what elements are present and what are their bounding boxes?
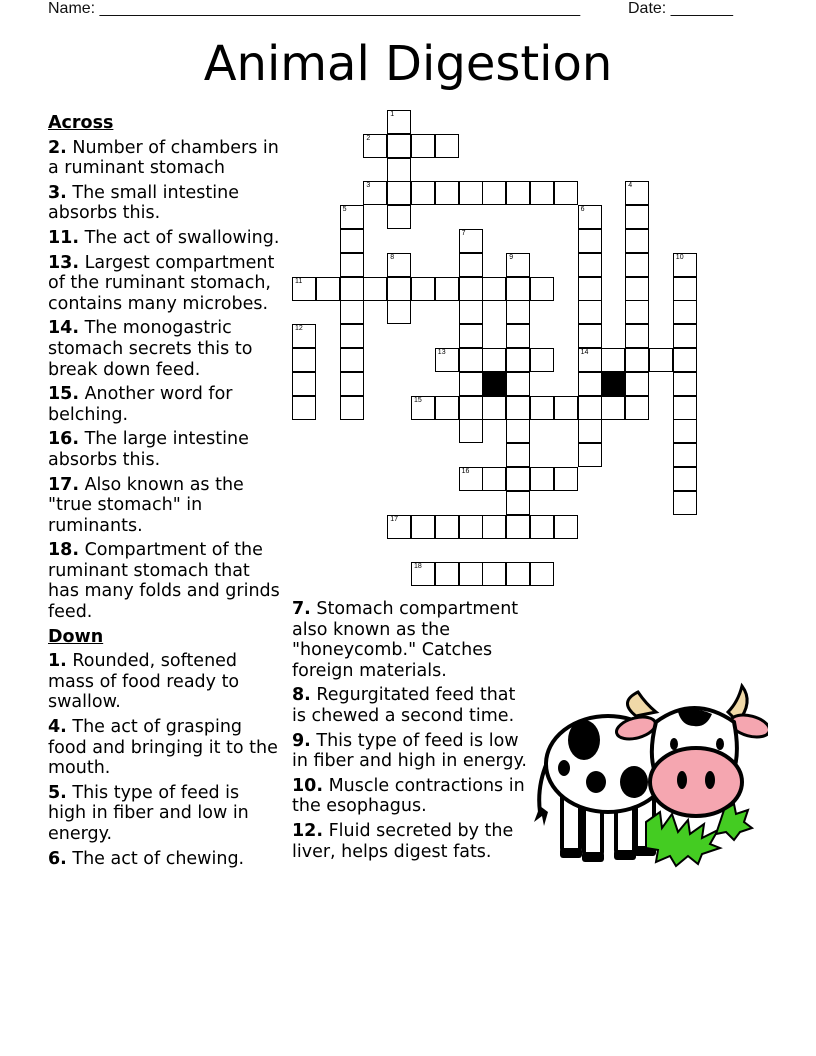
clue-down-col2-12 [292,821,532,862]
grid-cell[interactable] [482,515,506,539]
grid-cell[interactable] [673,324,697,348]
grid-cell[interactable] [482,277,506,301]
clue-down-col2-8 [292,685,532,726]
grid-cell-number: 1 [390,111,395,118]
clue-number: 17. [48,474,80,495]
clue-text: The act of chewing. [66,848,245,869]
grid-cell[interactable] [435,515,459,539]
clue-number: 4. [48,717,67,738]
grid-cell[interactable] [340,253,364,277]
grid-cell-number: 16 [461,468,470,475]
clue-number: 5. [48,782,67,803]
clue-text: The act of grasping food and bringing it to the mouth. [48,717,278,779]
grid-cell[interactable] [625,372,649,396]
grid-cell[interactable] [578,348,602,372]
grid-cell[interactable] [673,277,697,301]
grid-cell[interactable] [506,443,530,467]
grid-cell-number: 12 [295,325,303,333]
clue-number: 12. [292,820,324,841]
grid-cell[interactable] [482,181,506,205]
clue-number: 3. [48,182,67,203]
clue-number: 10. [292,775,324,796]
clue-down-col1-4 [48,717,280,779]
grid-cell[interactable] [530,467,554,491]
grid-cell[interactable] [506,467,530,491]
clue-down-col2-10 [292,776,532,817]
grid-cell[interactable] [387,277,411,301]
grid-cell[interactable] [530,562,554,586]
clue-text: The act of swallowing. [79,227,280,248]
grid-cell[interactable] [625,277,649,301]
grid-cell-number: 13 [437,349,446,356]
name-line: Name: ______________________________________________________ [48,0,581,17]
clue-text: Rounded, softened mass of food ready to swallow. [48,651,240,713]
clue-text: Stomach compartment also known as the "honeycomb." Catches foreign materials. [292,599,519,681]
grid-cell[interactable] [292,324,316,348]
grid-cell[interactable] [578,300,602,324]
grid-cell[interactable] [625,205,649,229]
grid-cell[interactable] [530,515,554,539]
grid-cell[interactable] [411,562,435,586]
grid-cell[interactable] [411,396,435,420]
grid-cell-number: 10 [675,253,684,261]
grid-cell[interactable] [554,467,578,491]
grid-cell[interactable] [459,229,483,253]
grid-cell-blocked [482,372,506,396]
clue-text: Compartment of the ruminant stomach that has many folds and grinds feed. [48,540,280,623]
date-line: Date: _______ [628,0,733,17]
grid-cell[interactable] [387,134,411,158]
grid-cell[interactable] [459,253,483,277]
grid-cell[interactable] [435,134,459,158]
clue-down-col1-6 [48,849,280,870]
clue-number: 18. [48,540,80,561]
grid-cell[interactable] [340,324,364,348]
clue-text: Muscle contractions in the esophagus. [292,775,525,817]
grid-cell[interactable] [340,348,364,372]
grid-cell[interactable] [459,300,483,324]
clue-number: 13. [48,252,80,273]
grid-cell[interactable] [482,396,506,420]
grid-cell[interactable] [578,277,602,301]
grid-cell[interactable] [363,181,387,205]
clue-across-2 [48,138,280,179]
clue-number: 14. [48,318,80,339]
grid-cell[interactable] [673,348,697,372]
grid-cell[interactable] [435,562,459,586]
grid-cell[interactable] [435,277,459,301]
grid-cell[interactable] [506,515,530,539]
grid-cell[interactable] [482,348,506,372]
grid-cell[interactable] [506,419,530,443]
grid-cell[interactable] [673,491,697,515]
grid-cell[interactable] [387,181,411,205]
clue-number: 7. [292,599,311,619]
grid-cell[interactable] [482,562,506,586]
grid-cell[interactable] [506,181,530,205]
grid-cell[interactable] [625,181,649,205]
clue-across-11 [48,228,280,249]
grid-cell-number: 18 [414,563,422,571]
grid-cell[interactable] [554,181,578,205]
grid-cell[interactable] [387,253,411,277]
grid-cell[interactable] [459,324,483,348]
grid-cell[interactable] [506,348,530,372]
clue-number: 9. [292,730,311,751]
grid-cell[interactable] [459,562,483,586]
clue-across-16 [48,429,280,470]
grid-cell-number: 11 [295,277,303,285]
grid-cell[interactable] [578,205,602,229]
grid-cell[interactable] [506,277,530,301]
clue-text: The monogastric stomach secrets this to break down feed. [48,318,253,380]
clue-across-18 [48,540,280,622]
grid-cell[interactable] [673,467,697,491]
grid-cell[interactable] [649,348,673,372]
grid-cell[interactable] [506,372,530,396]
grid-cell[interactable] [506,562,530,586]
grid-cell-blocked [601,372,625,396]
grid-cell-number: 4 [628,182,633,190]
grid-cell[interactable] [340,372,364,396]
clue-down-col2-7 [292,599,532,681]
grid-cell-number: 6 [580,206,585,214]
clue-text: Also known as the "true stomach" in ruminants. [48,474,244,536]
grid-cell[interactable] [578,229,602,253]
clue-across-13 [48,253,280,315]
grid-cell[interactable] [459,348,483,372]
grid-cell[interactable] [530,396,554,420]
grid-cell[interactable] [411,134,435,158]
grid-cell[interactable] [578,372,602,396]
grid-cell[interactable] [530,348,554,372]
clue-number: 8. [292,685,311,706]
grid-cell[interactable] [578,443,602,467]
grid-cell[interactable] [673,396,697,420]
clues-column-right [292,599,532,866]
grid-cell[interactable] [435,348,459,372]
grid-cell[interactable] [363,134,387,158]
grid-cell[interactable] [459,181,483,205]
clue-number: 15. [48,384,80,405]
clue-text: Largest compartment of the ruminant stomach, contains many microbes. [48,252,275,314]
grid-cell[interactable] [387,515,411,539]
grid-cell[interactable] [506,396,530,420]
clue-down-col1-1 [48,651,280,713]
grid-cell[interactable] [411,181,435,205]
grid-cell-number: 7 [461,230,466,237]
grid-cell[interactable] [292,396,316,420]
clue-across-14 [48,318,280,380]
grid-cell[interactable] [625,229,649,253]
down-heading: Down [48,626,104,647]
down-clue-list-part2 [292,599,532,862]
down-clue-list-part1 [48,651,280,869]
grid-cell[interactable] [530,181,554,205]
clue-across-15 [48,384,280,425]
grid-cell[interactable] [411,277,435,301]
grid-cell[interactable] [601,348,625,372]
grid-cell[interactable] [673,443,697,467]
grid-cell[interactable] [530,277,554,301]
grid-cell[interactable] [459,467,483,491]
grid-cell[interactable] [459,372,483,396]
cow-illustration [528,682,768,872]
grid-cell[interactable] [625,324,649,348]
grid-cell[interactable] [387,158,411,182]
grid-cell[interactable] [625,253,649,277]
clue-number: 1. [48,651,67,672]
clue-across-3 [48,183,280,224]
grid-cell[interactable] [411,515,435,539]
grid-cell-number: 17 [390,515,398,523]
grid-cell[interactable] [459,515,483,539]
grid-cell[interactable] [340,300,364,324]
clue-number: 6. [48,848,67,869]
grid-cell[interactable] [482,467,506,491]
clue-text: This type of feed is high in fiber and low in energy. [48,782,249,844]
grid-cell[interactable] [363,277,387,301]
grid-cell[interactable] [578,419,602,443]
grid-cell[interactable] [506,253,530,277]
grid-cell[interactable] [292,348,316,372]
clue-text: Another word for belching. [48,384,233,425]
grid-cell[interactable] [554,396,578,420]
grid-cell[interactable] [578,324,602,348]
grid-cell-number: 15 [414,396,422,404]
grid-cell[interactable] [435,396,459,420]
clue-text: Fluid secreted by the liver, helps digest fats. [292,820,514,862]
grid-cell[interactable] [340,229,364,253]
grid-cell[interactable] [340,396,364,420]
grid-cell-number: 8 [390,253,395,261]
grid-cell[interactable] [387,110,411,134]
grid-cell[interactable] [506,324,530,348]
grid-cell-number: 9 [509,253,514,261]
grid-cell[interactable] [316,277,340,301]
grid-cell[interactable] [292,372,316,396]
grid-cell[interactable] [673,419,697,443]
clue-across-17 [48,475,280,537]
clue-text: Number of chambers in a ruminant stomach [48,137,279,179]
grid-cell[interactable] [459,419,483,443]
grid-cell[interactable] [578,253,602,277]
grid-cell[interactable] [554,515,578,539]
grid-cell[interactable] [506,491,530,515]
clue-text: Regurgitated feed that is chewed a second time. [292,685,516,726]
grid-cell[interactable] [459,277,483,301]
clue-text: The large intestine absorbs this. [48,429,249,470]
grid-cell[interactable] [435,181,459,205]
grid-cell[interactable] [673,300,697,324]
grid-cell-number: 3 [366,182,371,190]
grid-cell[interactable] [673,253,697,277]
grid-cell[interactable] [673,372,697,396]
grid-cell[interactable] [506,300,530,324]
grid-cell[interactable] [387,205,411,229]
grid-cell[interactable] [601,396,625,420]
across-heading: Across [48,113,114,133]
grid-cell-number: 14 [580,349,589,356]
clues-column-left [48,113,280,873]
grid-cell[interactable] [459,396,483,420]
clue-down-col1-5 [48,783,280,845]
grid-cell[interactable] [340,277,364,301]
grid-cell-number: 5 [342,206,347,214]
grid-cell-number: 2 [366,134,371,142]
grid-cell[interactable] [387,300,411,324]
grid-cell[interactable] [625,300,649,324]
clue-down-col2-9 [292,731,532,772]
grid-cell[interactable] [340,205,364,229]
clue-number: 11. [48,227,80,248]
grid-cell[interactable] [625,348,649,372]
clue-text: The small intestine absorbs this. [48,182,239,224]
grid-cell[interactable] [578,396,602,420]
grid-cell[interactable] [625,396,649,420]
grid-cell[interactable] [292,277,316,301]
page-title: Animal Digestion [203,36,613,92]
across-clue-list [48,138,280,623]
clue-text: This type of feed is low in fiber and high in energy. [292,730,527,772]
clue-number: 16. [48,429,80,450]
clue-number: 2. [48,137,67,158]
